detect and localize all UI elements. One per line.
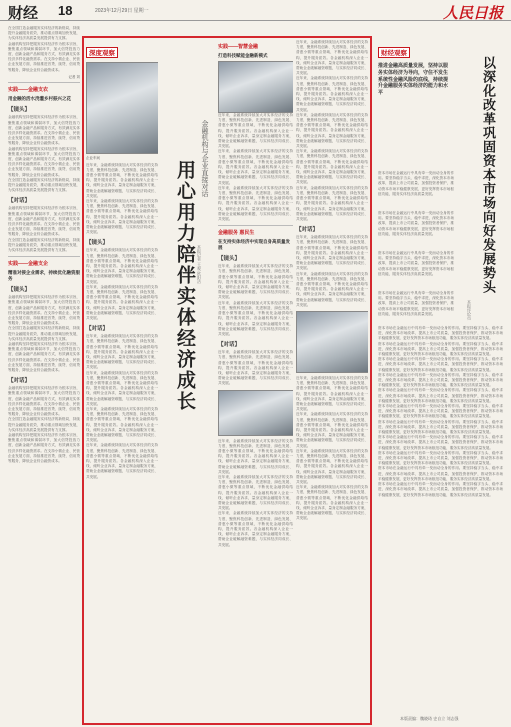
body-text: 近年来，金融系统持续加大对实体经济的支持力度，聚焦科技创新、先进制造、绿色发展、普惠小微等重点领域，不断优化金融供给结构，提升服务质效。各金融机构深入企业一线，倾听企业诉求，量身定制金融服务方案，帮助企业破解融资难题，与实体经济同成长、共发展。 xyxy=(296,76,368,112)
body-text: 资本市场在金融运行中具有牵一发而动全身的作用。要坚持稳字当头、稳中求进，深化资本市场改革，提高上市公司质量，加强投资者保护，推动资本市场平稳健康发展，更好发挥资本市场枢纽功能，服务实体经济高质量发展。 xyxy=(378,435,503,450)
commentary-title: 以深化改革巩固资本市场向好发展势头 xyxy=(480,56,495,294)
intro-text-2: 金融机构坚持把服务实体经济作为根本宗旨，聚焦重点领域和薄弱环节，加大信贷投放力度，创新金融产品和服务方式，有效满足实体经济多样化融资需求。在支持小微企业、民营企业发展方面，持续推进首贷、续贷、信用贷等服务，降低企业综合融资成本。 xyxy=(8,41,80,72)
body-text: 近年来，金融系统持续加大对实体经济的支持力度，聚焦科技创新、先进制造、绿色发展、普惠小微等重点领域，不断优化金融供给结构，提升服务质效。各金融机构深入企业一线，倾听企业诉求，量身定制金融服务方案，帮助企业破解融资难题，与实体经济同成长、共发展。 xyxy=(86,334,158,370)
body-text: 在全国打造金融服务实体经济的新格局，持续提升金融服务质效，推动重点领域加快发展，为实体经济高质量发展提供有力支撑。 xyxy=(8,326,80,341)
body-text: 在全国打造金融服务实体经济的新格局，持续提升金融服务质效，推动重点领域加快发展，为实体经济高质量发展提供有力支撑。 xyxy=(8,417,80,432)
body-text: 资本市场在金融运行中具有牵一发而动全身的作用。要坚持稳字当头、稳中求进，深化资本市场改革，提高上市公司质量，加强投资者保护，推动资本市场平稳健康发展，更好发挥资本市场枢纽功能，服务实体经济高质量发展。 xyxy=(378,341,503,357)
body-text: 资本市场在金融运行中具有牵一发而动全身的作用。要坚持稳字当头、稳中求进，深化资本市场改革，提高上市公司质量，加强投资者保护，推动资本市场平稳健康发展，更好发挥资本市场枢纽功能，服务实体经济高质量发展。 xyxy=(378,450,503,466)
photo-caption: 企业车间 xyxy=(86,156,100,160)
body-text: 金融机构坚持把服务实体经济作为根本宗旨，聚焦重点领域和薄弱环节，加大信贷投放力度，创新金融产品和服务方式，有效满足实体经济多样化融资需求。在支持小微企业、民营企业发展方面，持续推进首贷、续贷、信用贷等服务，降低企业综合融资成本。 xyxy=(8,295,80,326)
body-text: 近年来，金融系统持续加大对实体经济的支持力度，聚焦科技创新、先进制造、绿色发展、普惠小微等重点领域，不断优化金融供给结构，提升服务质效。各金融机构深入企业一线，倾听企业诉求，量身定制金融服务方案，帮助企业破解融资难题，与实体经济同成长、共发展。 xyxy=(296,235,368,271)
intro-text: 在全国打造金融服务实体经济的新格局，持续提升金融服务质效，推动重点领域加快发展，为实体经济高质量发展提供有力支撑。 xyxy=(8,26,80,41)
body-text: 资本市场在金融运行中具有牵一发而动全身的作用。要坚持稳字当头、稳中求进，深化资本市场改革，提高上市公司质量，加强投资者保护，推动资本市场平稳健康发展，更好发挥资本市场枢纽功能，服务实体经济高质量发展。 xyxy=(378,251,454,276)
left-column xyxy=(8,26,80,722)
body-text: 近年来，金融系统持续加大对实体经济的支持力度，聚焦科技创新、先进制造、绿色发展、普惠小微等重点领域，不断优化金融供给结构，提升服务质效。各金融机构深入企业一线，倾听企业诉求，量身定制金融服务方案，帮助企业破解融资难题，与实体经济同成长、共发展。 xyxy=(296,271,368,307)
body-text: 资本市场在金融运行中具有牵一发而动全身的作用。要坚持稳字当头、稳中求进，深化资本市场改革，提高上市公司质量，加强投资者保护，推动资本市场平稳健康发展，更好发挥资本市场枢纽功能，服务实体经济高质量发展。 xyxy=(378,482,503,497)
factory-photo xyxy=(218,61,293,113)
feature-byline: 本报记者 王观 欧阳洁 xyxy=(197,245,202,284)
feature-column-a xyxy=(86,40,158,722)
body-text: 近年来，金融系统持续加大对实体经济的支持力度，聚焦科技创新、先进制造、绿色发展、普惠小微等重点领域，不断优化金融供给结构，提升服务质效。各金融机构深入企业一线，倾听企业诉求，量身定制金融服务方案，帮助企业破解融资难题，与实体经济同成长、共发展。 xyxy=(296,375,368,412)
body-text: 资本市场在金融运行中具有牵一发而动全身的作用。要坚持稳字当头、稳中求进，深化资本市场改革，提高上市公司质量，加强投资者保护，推动资本市场平稳健康发展，更好发挥资本市场枢纽功能，服务实体经济高质量发展。 xyxy=(378,466,503,481)
body-text: 金融机构坚持把服务实体经济作为根本宗旨，聚焦重点领域和薄弱环节，加大信贷投放力度，创新金融产品和服务方式，有效满足实体经济多样化融资需求。在支持小微企业、民营企业发展方面，持续推进首贷、续贷、信用贷等服务，降低企业综合融资成本。 xyxy=(8,146,80,177)
feature-title: 用心用力陪伴实体经济成长 xyxy=(174,160,196,412)
feature-subhead: 金融机构与企业直接对话 xyxy=(201,120,209,197)
body-text: 资本市场在金融运行中具有牵一发而动全身的作用。要坚持稳字当头、稳中求进，深化资本市场改革，提高上市公司质量，加强投资者保护，推动资本市场平稳健康发展，更好发挥资本市场枢纽功能，服务实体经济高质量发展。 xyxy=(378,291,454,316)
body-text: 近年来，金融系统持续加大对实体经济的支持力度，聚焦科技创新、先进制造、绿色发展、普惠小微等重点领域，不断优化金融供给结构，提升服务质效。各金融机构深入企业一线，倾听企业诉求，量身定制金融服务方案，帮助企业破解融资难题，与实体经济同成长、共发展。 xyxy=(218,438,293,474)
body-text: 资本市场在金融运行中具有牵一发而动全身的作用。要坚持稳字当头、稳中求进，深化资本市场改革，提高上市公司质量，加强投资者保护，推动资本市场平稳健康发展，更好发挥资本市场枢纽功能，服务实体经济高质量发展。 xyxy=(378,388,503,403)
lab-photo xyxy=(86,62,158,154)
body-text: 近年来，金融系统持续加大对实体经济的支持力度，聚焦科技创新、先进制造、绿色发展、普惠小微等重点领域，不断优化金融供给结构，提升服务质效。各金融机构深入企业一线，倾听企业诉求，量身定制金融服务方案，帮助企业破解融资难题，与实体经济同成长、共发展。 xyxy=(218,113,293,149)
body-text: 近年来，金融系统持续加大对实体经济的支持力度，聚焦科技创新、先进制造、绿色发展、普惠小微等重点领域，不断优化金融供给结构，提升服务质效。各金融机构深入企业一线，倾听企业诉求，量身定制金融服务方案，帮助企业破解融资难题，与实体经济同成长、共发展。 xyxy=(86,248,158,284)
box-head: 深度观察 xyxy=(86,40,158,59)
body-text: 金融机构坚持把服务实体经济作为根本宗旨，聚焦重点领域和薄弱环节，加大信贷投放力度，创新金融产品和服务方式，有效满足实体经济多样化融资需求。在支持小微企业、民营企业发展方面，持续推进首贷、续贷、信用贷等服务，降低企业综合融资成本。 xyxy=(8,386,80,417)
body-text: 近年来，金融系统持续加大对实体经济的支持力度，聚焦科技创新、先进制造、绿色发展、普惠小微等重点领域，不断优化金融供给结构，提升服务质效。各金融机构深入企业一线，倾听企业诉求，量身定制金融服务方案，帮助企业破解融资难题，与实体经济同成长、共发展。 xyxy=(218,149,293,185)
body-text: 金融机构坚持把服务实体经济作为根本宗旨，聚焦重点领域和薄弱环节，加大信贷投放力度，创新金融产品和服务方式，有效满足实体经济多样化融资需求。在支持小微企业、民营企业发展方面，持续推进首贷、续贷、信用贷等服务，降低企业综合融资成本。 xyxy=(8,115,80,146)
body-text: 资本市场在金融运行中具有牵一发而动全身的作用。要坚持稳字当头、稳中求进，深化资本市场改革，提高上市公司质量，加强投资者保护，推动资本市场平稳健康发展，更好发挥资本市场枢纽功能，服务实体经济高质量发展。 xyxy=(378,419,503,435)
body-text: 近年来，金融系统持续加大对实体经济的支持力度，聚焦科技创新、先进制造、绿色发展、普惠小微等重点领域，不断优化金融供给结构，提升服务质效。各金融机构深入企业一线，倾听企业诉求，量身定制金融服务方案，帮助企业破解融资难题，与实体经济同成长、共发展。 xyxy=(296,149,368,185)
body-text: 金融机构坚持把服务实体经济作为根本宗旨，聚焦重点领域和薄弱环节，加大信贷投放力度，创新金融产品和服务方式，有效满足实体经济多样化融资需求。在支持小微企业、民营企业发展方面，持续推进首贷、续贷、信用贷等服务，降低企业综合融资成本。 xyxy=(8,342,80,373)
body-text: 资本市场在金融运行中具有牵一发而动全身的作用。要坚持稳字当头、稳中求进，深化资本市场改革，提高上市公司质量，加强投资者保护，推动资本市场平稳健康发展，更好发挥资本市场枢纽功能，服务实体经济高质量发展。 xyxy=(378,372,503,388)
body-text: 近年来，金融系统持续加大对实体经济的支持力度，聚焦科技创新、先进制造、绿色发展、普惠小微等重点领域，不断优化金融供给结构，提升服务质效。各金融机构深入企业一线，倾听企业诉求，量身定制金融服务方案，帮助企业破解融资难题，与实体经济同成长、共发展。 xyxy=(296,185,368,221)
footer-editor: 本版责编：魏晓琦 史自立 刘志强 xyxy=(400,716,459,721)
body-text: 近年来，金融系统持续加大对实体经济的支持力度，聚焦科技创新、先进制造、绿色发展、普惠小微等重点领域，不断优化金融供给结构，提升服务质效。各金融机构深入企业一线，倾听企业诉求，量身定制金融服务方案，帮助企业破解融资难题，与实体经济同成长、共发展。 xyxy=(218,300,293,336)
page-header xyxy=(0,0,511,21)
dialog-label: 【对话】 xyxy=(86,326,109,333)
voice-label: 【镜头】 xyxy=(218,256,241,263)
sub-section-title: 精准对接企业需求，持续优化融资服务 xyxy=(8,270,80,282)
body-text: 近年来，金融系统持续加大对实体经济的支持力度，聚焦科技创新、先进制造、绿色发展、普惠小微等重点领域，不断优化金融供给结构，提升服务质效。各金融机构深入企业一线，倾听企业诉求，量身定制金融服务方案，帮助企业破解融资难题，与实体经济同成长、共发展。 xyxy=(218,511,293,547)
feature-column-c xyxy=(296,40,368,722)
newspaper-logo: 人民日报 xyxy=(442,4,503,22)
sub-section-label: 实践——金融支企 xyxy=(8,261,49,268)
box-head: 财经观察 xyxy=(378,40,503,59)
body-text: 资本市场在金融运行中具有牵一发而动全身的作用。要坚持稳字当头、稳中求进，深化资本市场改革，提高上市公司质量，加强投资者保护，推动资本市场平稳健康发展，更好发挥资本市场枢纽功能，服务实体经济高质量发展。 xyxy=(378,211,454,236)
sub-section-title: 用金融的活水浇灌乡村振兴之花 xyxy=(8,96,71,102)
sub-section-title: 在支持实体经济中实现自身高质量发展 xyxy=(218,239,290,251)
body-text: 近年来，金融系统持续加大对实体经济的支持力度，聚焦科技创新、先进制造、绿色发展、普惠小微等重点领域，不断优化金融供给结构，提升服务质效。各金融机构深入企业一线，倾听企业诉求，量身定制金融服务方案，帮助企业破解融资难题，与实体经济同成长、共发展。 xyxy=(218,474,293,511)
author: 记者 刘 xyxy=(68,74,80,79)
dialog-label: 【对话】 xyxy=(218,342,241,349)
production-line-photo xyxy=(296,311,368,373)
body-text: 资本市场在金融运行中具有牵一发而动全身的作用。要坚持稳字当头、稳中求进，深化资本市场改革，提高上市公司质量，加强投资者保护，推动资本市场平稳健康发展，更好发挥资本市场枢纽功能，服务实体经济高质量发展。 xyxy=(378,171,454,196)
body-text: 在全国打造金融服务实体经济的新格局，持续提升金融服务质效，推动重点领域加快发展，为实体经济高质量发展提供有力支撑。 xyxy=(8,237,80,252)
sub-section-label: 实践——金融支农 xyxy=(8,87,49,94)
body-text: 资本市场在金融运行中具有牵一发而动全身的作用。要坚持稳字当头、稳中求进，深化资本市场改革，提高上市公司质量，加强投资者保护，推动资本市场平稳健康发展，更好发挥资本市场枢纽功能，服务实体经济高质量发展。 xyxy=(378,326,503,341)
body-text: 近年来，金融系统持续加大对实体经济的支持力度，聚焦科技创新、先进制造、绿色发展、普惠小微等重点领域，不断优化金融供给结构，提升服务质效。各金融机构深入企业一线，倾听企业诉求，量身定制金融服务方案，帮助企业破解融资难题，与实体经济同成长、共发展。 xyxy=(296,40,368,76)
feature-column-b xyxy=(218,40,293,722)
dialog-label: 【对话】 xyxy=(8,378,31,385)
body-text: 近年来，金融系统持续加大对实体经济的支持力度，聚焦科技创新、先进制造、绿色发展、普惠小微等重点领域，不断优化金融供给结构，提升服务质效。各金融机构深入企业一线，倾听企业诉求，量身定制金融服务方案，帮助企业破解融资难题，与实体经济同成长、共发展。 xyxy=(218,350,293,386)
dialog-label: 【对话】 xyxy=(296,227,319,234)
commentary-author: 本报评论员 xyxy=(467,300,472,320)
body-text: 近年来，金融系统持续加大对实体经济的支持力度，聚焦科技创新、先进制造、绿色发展、普惠小微等重点领域，不断优化金融供给结构，提升服务质效。各金融机构深入企业一线，倾听企业诉求，量身定制金融服务方案，帮助企业破解融资难题，与实体经济同成长、共发展。 xyxy=(296,485,368,521)
issue-date: 2023年12月29日 星期一 xyxy=(95,8,149,14)
voice-label: 【镜头】 xyxy=(8,287,31,294)
body-text: 近年来，金融系统持续加大对实体经济的支持力度，聚焦科技创新、先进制造、绿色发展、普惠小微等重点领域，不断优化金融供给结构，提升服务质效。各金融机构深入企业一线，倾听企业诉求，量身定制金融服务方案，帮助企业破解融资难题，与实体经济同成长、共发展。 xyxy=(86,443,158,479)
body-text: 近年来，金融系统持续加大对实体经济的支持力度，聚焦科技创新、先进制造、绿色发展、普惠小微等重点领域，不断优化金融供给结构，提升服务质效。各金融机构深入企业一线，倾听企业诉求，量身定制金融服务方案，帮助企业破解融资难题，与实体经济同成长、共发展。 xyxy=(86,162,158,198)
body-text: 近年来，金融系统持续加大对实体经济的支持力度，聚焦科技创新、先进制造、绿色发展、普惠小微等重点领域，不断优化金融供给结构，提升服务质效。各金融机构深入企业一线，倾听企业诉求，量身定制金融服务方案，帮助企业破解融资难题，与实体经济同成长、共发展。 xyxy=(86,370,158,406)
body-text: 资本市场在金融运行中具有牵一发而动全身的作用。要坚持稳字当头、稳中求进，深化资本市场改革，提高上市公司质量，加强投资者保护，推动资本市场平稳健康发展，更好发挥资本市场枢纽功能，服务实体经济高质量发展。 xyxy=(378,404,503,419)
page-number: 18 xyxy=(58,3,73,18)
body-text: 近年来，金融系统持续加大对实体经济的支持力度，聚焦科技创新、先进制造、绿色发展、普惠小微等重点领域，不断优化金融供给结构，提升服务质效。各金融机构深入企业一线，倾听企业诉求，量身定制金融服务方案，帮助企业破解融资难题，与实体经济同成长、共发展。 xyxy=(296,112,368,149)
section-title: 财经 xyxy=(8,5,39,22)
sub-section-title: 打造科技赋能金融新模式 xyxy=(218,53,268,58)
body-text: 金融机构坚持把服务实体经济作为根本宗旨，聚焦重点领域和薄弱环节，加大信贷投放力度，创新金融产品和服务方式，有效满足实体经济多样化融资需求。在支持小微企业、民营企业发展方面，持续推进首贷、续贷、信用贷等服务，降低企业综合融资成本。 xyxy=(8,433,80,464)
lead-text: 推进金融高质量发展，坚持以服务实体经济为导向，守住不发生系统性金融风险的底线，持续提升金融服务实体经济的能力和水平 xyxy=(378,63,449,97)
sub-section-label: 实践——智慧金融 xyxy=(218,44,259,50)
body-text: 金融机构坚持把服务实体经济作为根本宗旨，聚焦重点领域和薄弱环节，加大信贷投放力度，创新金融产品和服务方式，有效满足实体经济多样化融资需求。在支持小微企业、民营企业发展方面，持续推进首贷、续贷、信用贷等服务，降低企业综合融资成本。 xyxy=(8,206,80,237)
body-text: 近年来，金融系统持续加大对实体经济的支持力度，聚焦科技创新、先进制造、绿色发展、普惠小微等重点领域，不断优化金融供给结构，提升服务质效。各金融机构深入企业一线，倾听企业诉求，量身定制金融服务方案，帮助企业破解融资难题，与实体经济同成长、共发展。 xyxy=(218,264,293,300)
body-text: 近年来，金融系统持续加大对实体经济的支持力度，聚焦科技创新、先进制造、绿色发展、普惠小微等重点领域，不断优化金融供给结构，提升服务质效。各金融机构深入企业一线，倾听企业诉求，量身定制金融服务方案，帮助企业破解融资难题，与实体经济同成长、共发展。 xyxy=(86,407,158,443)
body-text: 近年来，金融系统持续加大对实体经济的支持力度，聚焦科技创新、先进制造、绿色发展、普惠小微等重点领域，不断优化金融供给结构，提升服务质效。各金融机构深入企业一线，倾听企业诉求，量身定制金融服务方案，帮助企业破解融资难题，与实体经济同成长、共发展。 xyxy=(86,284,158,320)
sub-section-label: 金融服务 惠民生 xyxy=(218,230,255,237)
body-text: 在全国打造金融服务实体经济的新格局，持续提升金融服务质效，推动重点领域加快发展，为实体经济高质量发展提供有力支撑。 xyxy=(8,177,80,193)
body-text: 资本市场在金融运行中具有牵一发而动全身的作用。要坚持稳字当头、稳中求进，深化资本市场改革，提高上市公司质量，加强投资者保护，推动资本市场平稳健康发展，更好发挥资本市场枢纽功能，服务实体经济高质量发展。 xyxy=(378,357,503,372)
dialog-label: 【对话】 xyxy=(8,198,31,205)
body-text: 近年来，金融系统持续加大对实体经济的支持力度，聚焦科技创新、先进制造、绿色发展、普惠小微等重点领域，不断优化金融供给结构，提升服务质效。各金融机构深入企业一线，倾听企业诉求，量身定制金融服务方案，帮助企业破解融资难题，与实体经济同成长、共发展。 xyxy=(86,198,158,235)
body-text: 近年来，金融系统持续加大对实体经济的支持力度，聚焦科技创新、先进制造、绿色发展、普惠小微等重点领域，不断优化金融供给结构，提升服务质效。各金融机构深入企业一线，倾听企业诉求，量身定制金融服务方案，帮助企业破解融资难题，与实体经济同成长、共发展。 xyxy=(296,412,368,448)
body-text: 近年来，金融系统持续加大对实体经济的支持力度，聚焦科技创新、先进制造、绿色发展、普惠小微等重点领域，不断优化金融供给结构，提升服务质效。各金融机构深入企业一线，倾听企业诉求，量身定制金融服务方案，帮助企业破解融资难题，与实体经济同成长、共发展。 xyxy=(296,448,368,485)
voice-label: 【镜头】 xyxy=(86,240,109,247)
body-text: 近年来，金融系统持续加大对实体经济的支持力度，聚焦科技创新、先进制造、绿色发展、普惠小微等重点领域，不断优化金融供给结构，提升服务质效。各金融机构深入企业一线，倾听企业诉求，量身定制金融服务方案，帮助企业破解融资难题，与实体经济同成长、共发展。 xyxy=(218,185,293,222)
voice-label: 【镜头】 xyxy=(8,107,31,114)
group-photo xyxy=(218,390,293,436)
